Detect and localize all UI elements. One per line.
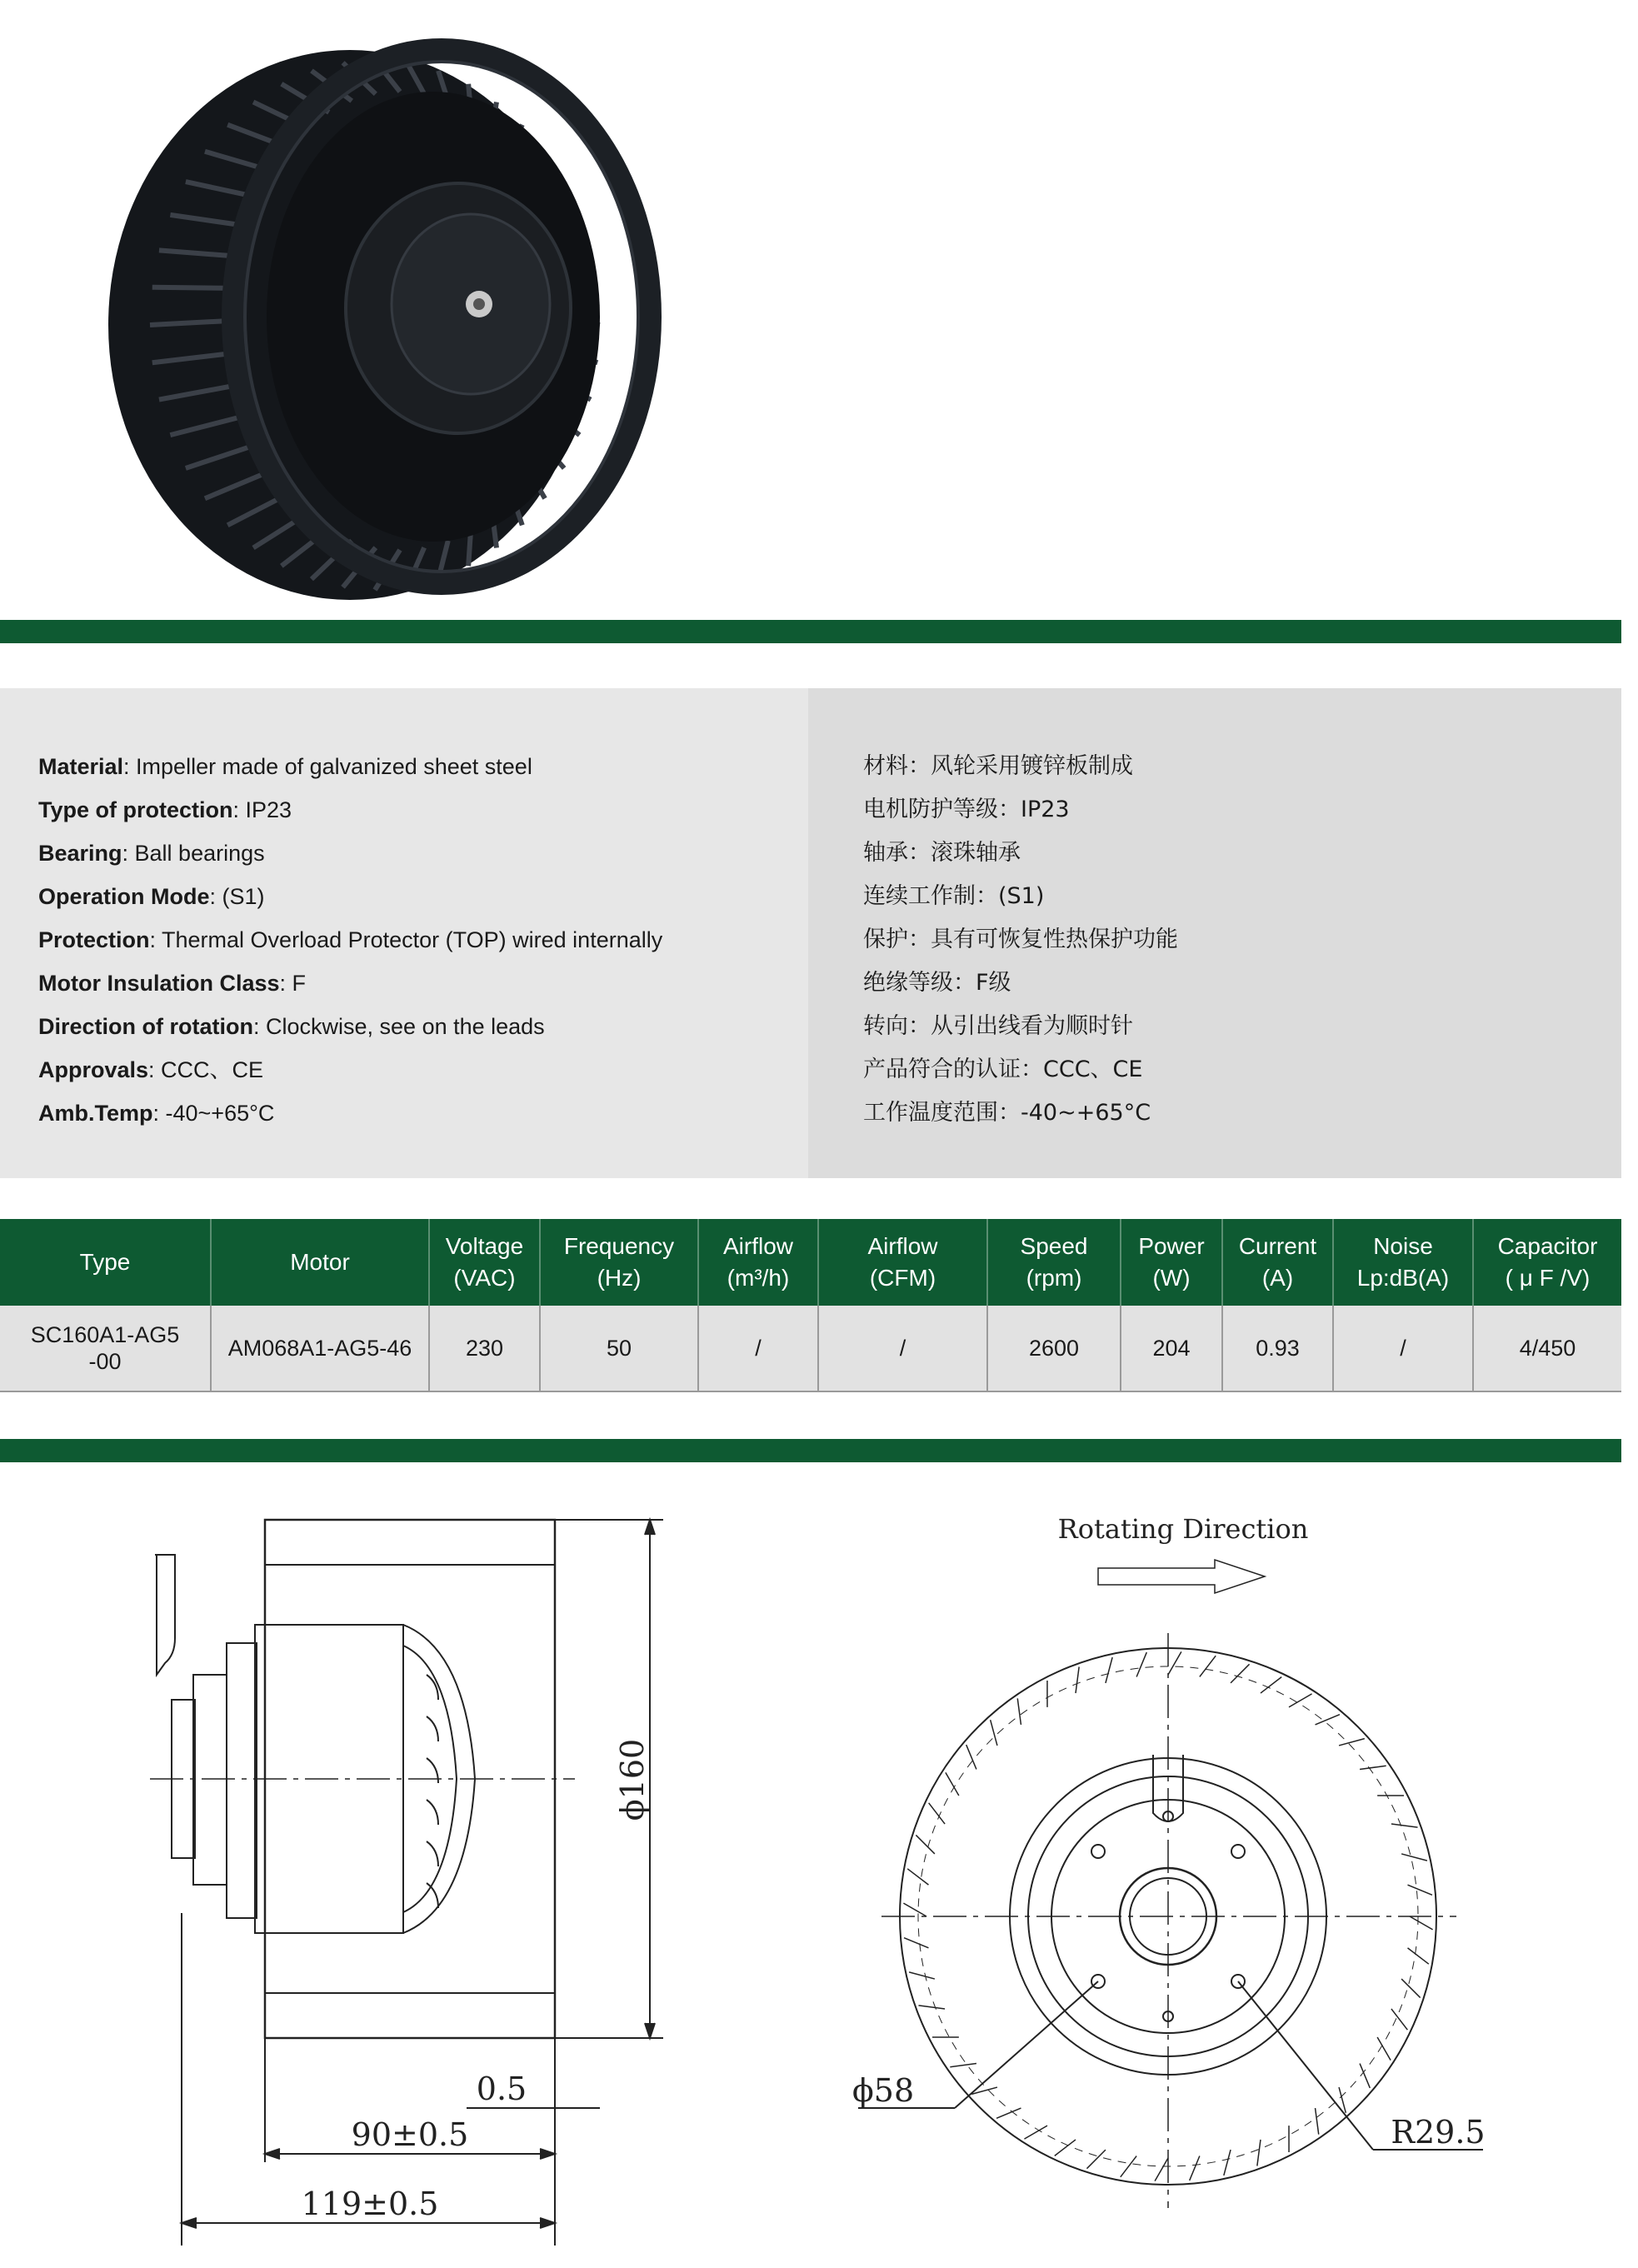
spec-label: Operation Mode xyxy=(38,884,210,909)
spec-value: : IP23 xyxy=(232,797,292,822)
spec-value: : Ball bearings xyxy=(122,841,265,866)
spec-cn-approvals: 产品符合的认证：CCC、CE xyxy=(863,1057,1143,1082)
spec-operation-mode xyxy=(38,875,662,918)
spec-cn-protection: 保护：具有可恢复性热保护功能 xyxy=(863,927,1178,952)
header-label: Speed xyxy=(1020,1233,1088,1259)
front-view-blade xyxy=(1408,1948,1429,1964)
cell-capacitor: 4/450 xyxy=(1473,1306,1621,1391)
spec-value: : F xyxy=(279,971,307,996)
header-voltage xyxy=(429,1219,540,1306)
cell-speed: 2600 xyxy=(987,1306,1121,1391)
front-view-blade xyxy=(991,1720,997,1746)
hub-diameter-label: ϕ58 xyxy=(851,2072,915,2109)
front-view-blade xyxy=(918,2006,945,2009)
spec-cn-insulation-class: 绝缘等级：F级 xyxy=(863,970,1011,996)
header-label: Airflow xyxy=(867,1233,938,1259)
overall-dimension-label: 119±0.5 xyxy=(301,2186,439,2222)
front-view-blade xyxy=(1316,2108,1319,2135)
cell-noise: / xyxy=(1333,1306,1473,1391)
spec-value: : CCC、CE xyxy=(148,1057,264,1082)
front-view-blade xyxy=(1410,1916,1433,1930)
front-view-blade xyxy=(1155,2158,1168,2181)
header-noise xyxy=(1333,1219,1473,1306)
spec-label: Direction of rotation xyxy=(38,1014,253,1039)
cell-frequency: 50 xyxy=(540,1306,698,1391)
header-label: Noise xyxy=(1373,1233,1433,1259)
header-capacitor xyxy=(1473,1219,1621,1306)
spec-label: Material xyxy=(38,754,124,779)
header-unit: ( μ F /V) xyxy=(1505,1265,1591,1291)
header-unit: (Hz) xyxy=(597,1265,642,1291)
front-view-blade xyxy=(1401,1979,1421,1997)
specs-english xyxy=(38,745,662,1135)
cell-type xyxy=(0,1306,211,1391)
front-view-blade xyxy=(1055,2140,1076,2156)
header-unit: (m³/h) xyxy=(727,1265,790,1291)
front-view-drawing xyxy=(858,1560,1486,2208)
table-row xyxy=(0,1306,1621,1391)
header-unit: (VAC) xyxy=(453,1265,516,1291)
spec-bearing xyxy=(38,832,662,875)
spec-value: : Thermal Overload Protector (TOP) wired internally xyxy=(149,927,663,952)
spec-value: : (S1) xyxy=(209,884,265,909)
cell-type-line1: SC160A1-AG5 xyxy=(30,1322,180,1347)
fan-impeller-photo xyxy=(100,25,700,608)
cell-current: 0.93 xyxy=(1222,1306,1333,1391)
spec-insulation-class xyxy=(38,962,662,1005)
section-divider-drawings xyxy=(0,1439,1621,1462)
spec-protection xyxy=(38,918,662,962)
spec-label: Protection xyxy=(38,927,150,952)
front-view-blade xyxy=(1224,2150,1231,2176)
front-view-blade xyxy=(916,1835,935,1853)
header-unit: (rpm) xyxy=(1026,1265,1082,1291)
front-view-blade xyxy=(1024,2126,1047,2139)
header-unit: Lp:dB(A) xyxy=(1356,1265,1450,1291)
spec-label: Type of protection xyxy=(38,797,233,822)
front-view-blade xyxy=(1136,1652,1146,1676)
spec-value: : Clockwise, see on the leads xyxy=(253,1014,545,1039)
front-view-blade xyxy=(1168,1651,1181,1675)
front-view-blade xyxy=(904,1938,928,1948)
spec-cn-amb-temp: 工作温度范围：-40~+65°C xyxy=(863,1100,1151,1126)
header-unit: (CFM) xyxy=(869,1265,936,1291)
front-view-blade xyxy=(1200,1656,1216,1676)
header-airflow-m3h xyxy=(698,1219,818,1306)
spec-cn-protection-type: 电机防护等级：IP23 xyxy=(863,797,1070,822)
header-label: Frequency xyxy=(563,1233,675,1259)
header-frequency xyxy=(540,1219,698,1306)
cell-type-line2: -00 xyxy=(88,1349,122,1374)
front-view-blade xyxy=(950,2064,976,2067)
cell-power: 204 xyxy=(1121,1306,1222,1391)
spec-protection-type xyxy=(38,788,662,832)
front-view-blade xyxy=(1360,2064,1370,2088)
spec-label: Motor Insulation Class xyxy=(38,971,280,996)
front-view-blade xyxy=(1106,1657,1112,1683)
front-view-blade xyxy=(1231,1664,1249,1683)
header-unit: (W) xyxy=(1152,1265,1191,1291)
spec-material xyxy=(38,745,662,788)
header-label: Capacitor xyxy=(1497,1233,1598,1259)
rotating-direction-label: Rotating Direction xyxy=(1057,1513,1309,1545)
model-spec-table xyxy=(0,1219,1621,1392)
radius-label: R29.5 xyxy=(1391,2114,1486,2151)
table-header-row xyxy=(0,1219,1621,1306)
front-view-blade xyxy=(966,1745,976,1769)
header-power xyxy=(1121,1219,1222,1306)
front-view-blade xyxy=(1408,1885,1432,1895)
impeller-blade xyxy=(152,287,231,288)
spec-approvals xyxy=(38,1048,662,1092)
header-unit: (A) xyxy=(1261,1265,1294,1291)
header-speed xyxy=(987,1219,1121,1306)
front-view-blade xyxy=(1377,2037,1391,2061)
diameter-dimension-label: ϕ160 xyxy=(614,1738,651,1821)
front-view-blade xyxy=(929,1803,945,1824)
cell-airflow-cfm: / xyxy=(818,1306,987,1391)
front-view-blade xyxy=(1017,1698,1021,1725)
front-view-blade xyxy=(1401,1854,1427,1861)
spec-cn-operation-mode: 连续工作制：(S1) xyxy=(863,883,1045,909)
cell-airflow-m3h: / xyxy=(698,1306,818,1391)
gap-dimension-label: 0.5 xyxy=(476,2071,527,2107)
header-motor xyxy=(211,1219,429,1306)
section-divider-top xyxy=(0,620,1621,643)
front-view-blade xyxy=(1190,2156,1200,2181)
spec-label: Approvals xyxy=(38,1057,149,1082)
header-label: Airflow xyxy=(722,1233,793,1259)
header-label: Current xyxy=(1238,1233,1317,1259)
front-view-blade xyxy=(1257,2140,1261,2166)
width-dimension-label: 90±0.5 xyxy=(351,2116,469,2153)
spec-cn-material: 材料：风轮采用镀锌板制成 xyxy=(863,753,1133,779)
cell-motor: AM068A1-AG5-46 xyxy=(211,1306,429,1391)
header-type xyxy=(0,1219,211,1306)
front-view-blade xyxy=(1086,2150,1105,2169)
header-label: Motor xyxy=(290,1249,350,1275)
front-view-blade xyxy=(1339,1739,1365,1746)
front-view-blade xyxy=(1289,1694,1312,1707)
spec-rotation-direction xyxy=(38,1005,662,1048)
front-view-blade xyxy=(907,1869,928,1885)
header-label: Type xyxy=(79,1249,131,1275)
spec-cn-rotation-direction: 转向：从引出线看为顺时针 xyxy=(863,1013,1133,1039)
front-view-blade xyxy=(996,2108,1021,2118)
specs-chinese xyxy=(863,745,1178,1135)
front-view-blade xyxy=(946,1772,959,1796)
cell-voltage: 230 xyxy=(429,1306,540,1391)
spec-label: Amb.Temp xyxy=(38,1101,153,1126)
front-view-blade xyxy=(1076,1666,1079,1693)
technical-drawings xyxy=(0,1466,1638,2250)
spec-cn-bearing: 轴承：滚珠轴承 xyxy=(863,840,1021,866)
front-view-blade xyxy=(903,1903,926,1916)
front-view-blade xyxy=(1316,1715,1340,1725)
header-current xyxy=(1222,1219,1333,1306)
spec-label: Bearing xyxy=(38,841,122,866)
front-view-blade xyxy=(909,1972,935,1979)
front-view-blade xyxy=(1360,1766,1386,1769)
front-view-blade xyxy=(1121,2156,1136,2177)
spec-amb-temp xyxy=(38,1092,662,1135)
header-label: Power xyxy=(1138,1233,1205,1259)
spec-value: : -40~+65°C xyxy=(152,1101,275,1126)
header-airflow-cfm xyxy=(818,1219,987,1306)
spec-value: : Impeller made of galvanized sheet steel xyxy=(123,754,532,779)
header-label: Voltage xyxy=(445,1233,524,1259)
front-view-blade xyxy=(1391,1824,1418,1827)
